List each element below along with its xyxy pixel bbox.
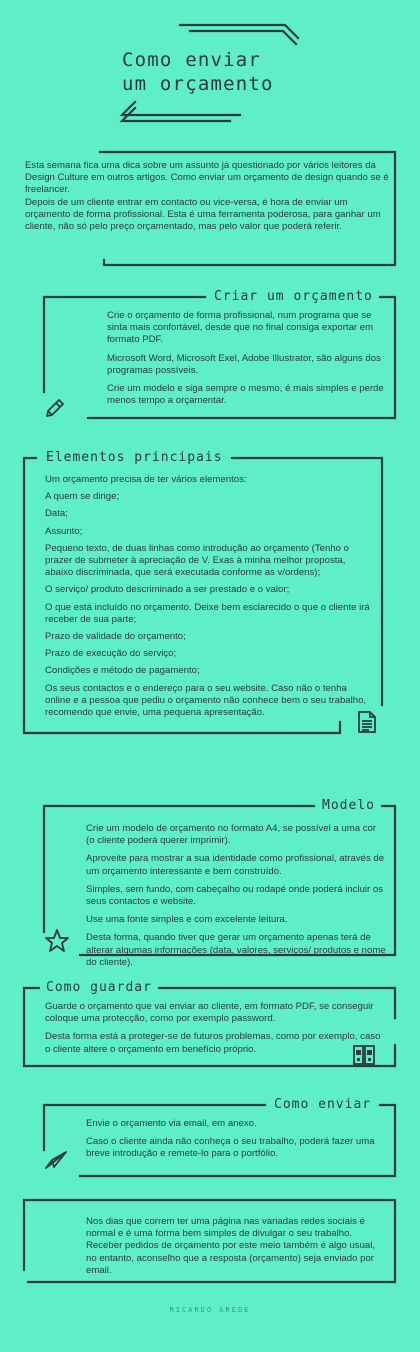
- elementos-item: A quem se dirige;: [45, 491, 120, 503]
- guardar-title: Como guardar: [40, 980, 158, 996]
- elementos-item: Um orçamento precisa de ter vários elementos:: [45, 474, 247, 485]
- criar-paragraph-3: Crie um modelo e siga sempre o mesmo, é mais simples e perde menos tempo a orçamentar.: [107, 383, 384, 407]
- modelo-paragraph-3: Simples, sem fundo, com cabeçalho ou rodapé onde poderá incluir os seus contactos e website.: [86, 883, 384, 908]
- title-line-2: um orçamento: [122, 73, 274, 95]
- elementos-item: O serviço/ produto descriminado a ser prestado e o valor;: [45, 584, 290, 596]
- title-arrow-bottom-1: [122, 102, 240, 115]
- paper-plane-icon: [44, 1150, 68, 1170]
- elementos-item: Condições e método de pagamento;: [45, 665, 200, 677]
- intro-paragraph-2: Depois de um cliente entrar em contacto ou vice-versa, é hora de enviar um orçamento de forma profissional. Esta é uma ferramenta poderosa, para ganhar um cliente, não só pelo preço orçamentado, mas pelo valor que poderá referir.: [25, 196, 381, 233]
- enviar-paragraph-1: Envie o orçamento via email, em anexo.: [86, 1118, 257, 1129]
- enviar-body: [86, 1118, 382, 1167]
- enviar-paragraph-2: Caso o cliente ainda não conheça o seu trabalho, poderá fazer uma breve introdução e remete-lo para o portfólio.: [86, 1136, 375, 1160]
- final-text: Nos dias que correm ter uma página nas variadas redes sociais é normal e é uma forma bem simples de divulgar o seu trabalho. Receber pedidos de orçamento por este meio também é algo usual, no entanto, aconselho que a resposta (orçamento) seja enviado por email.: [86, 1216, 376, 1276]
- intro-paragraph-1: Esta semana fica uma dica sobre um assunto já questionado por vários leitores da Design Culture em outros artigos. Como enviar um orçamento de design quando se é freelancer.: [25, 160, 389, 196]
- intro-text: [25, 160, 389, 233]
- elementos-item: O que está incluído no orçamento. Deixe bem esclarecido o que o cliente irá receber de sua parte;: [45, 601, 370, 625]
- star-icon: [44, 928, 70, 954]
- elementos-item: Prazo de execução do serviço;: [45, 648, 177, 660]
- enviar-title: Como enviar: [268, 1097, 377, 1113]
- criar-paragraph-1: Crie o orçamento de forma profissional, num programa que se sinta mais confortável, desde que no final consiga exportar em formato PDF.: [107, 310, 374, 346]
- guardar-paragraph-1: Guarde o orçamento que vai enviar ao cliente, em formato PDF, se conseguir coloque uma protecção, como por exemplo password.: [45, 1001, 374, 1025]
- modelo-paragraph-4: Use uma fonte simples e com excelente leitura.: [86, 914, 288, 926]
- pencil-icon: [44, 397, 66, 419]
- elementos-item: Os seus contactos e o endereço para o seu website. Caso não o tenha online e a pessoa que pediu o orçamento não conhece bem o seu trabalho, recomendo que envie, uma pequena apresentação.: [45, 682, 367, 719]
- criar-title: Criar um orçamento: [208, 289, 379, 305]
- modelo-body: [86, 823, 386, 975]
- page-title: [0, 48, 420, 96]
- title-line-1: Como enviar: [122, 49, 262, 71]
- criar-paragraph-2: Microsoft Word, Microsoft Exel, Adobe Illustrator, são alguns dos programas possíveis.: [107, 352, 381, 376]
- elementos-item: Prazo de validade do orçamento;: [45, 631, 186, 643]
- elementos-body: [45, 474, 373, 724]
- modelo-paragraph-2: Aproveite para mostrar a sua identidade como profissional, através de um orçamento interessante e bem construído.: [86, 853, 385, 877]
- elementos-item: Data;: [45, 508, 68, 520]
- footer-credit: RICARDO AREDE: [169, 1306, 251, 1314]
- document-icon: [357, 710, 377, 734]
- modelo-paragraph-5: Desta forma, quando tiver que gerar um orçamento apenas terá de alterar algumas informações (data, valores, serviços/ produtos e nome do cliente).: [86, 932, 386, 968]
- guardar-body: [45, 1001, 381, 1062]
- title-arrow-top-2: [190, 31, 296, 44]
- modelo-title: Modelo: [316, 798, 381, 814]
- criar-body: [107, 310, 385, 413]
- guardar-paragraph-2: Desta forma está a proteger-se de futuros problemas, como por exemplo, caso o cliente altere o orçamento em benefício próprio.: [45, 1031, 381, 1055]
- elementos-item: Pequeno texto, de duas linhas como introdução ao orçamento (Tenho o prazer de submeter à apreciação de V. Exas à minha melhor proposta, abaixo discriminada, que será executada conforme as v/ordens);: [45, 542, 350, 579]
- elementos-item: Assunto;: [45, 525, 83, 537]
- binders-icon: [352, 1044, 376, 1066]
- modelo-paragraph-1: Crie um modelo de orçamento no formato A4, se possível a uma cor (o cliente poderá querer imprimir).: [86, 823, 377, 847]
- elementos-title: Elementos principais: [40, 450, 229, 466]
